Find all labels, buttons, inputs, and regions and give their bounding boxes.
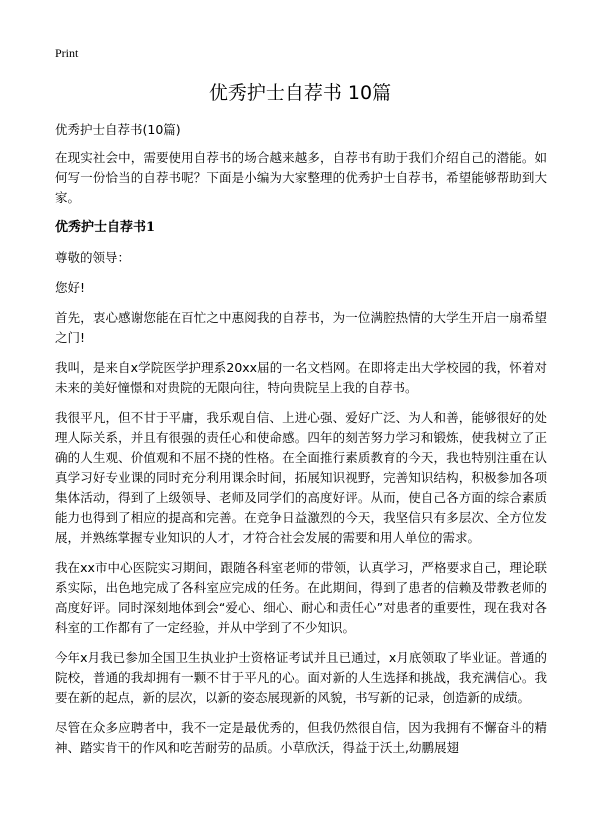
- body-paragraph: 我叫，是来自x学院医学护理系20xx届的一名文档网。在即将走出大学校园的我，怀着对未来的美好憧憬和对贵院的无限向往，特向贵院呈上我的自荐书。: [55, 360, 547, 395]
- body-paragraph: 今年x月我已参加全国卫生执业护士资格证考试并且已通过，x月底领取了毕业证。普通的院校，普通的我却拥有一颗不甘于平凡的心。面对新的人生选择和挑战，我充满信心。我要在新的起点，新的层次，以新的姿态展现新的风貌，书写新的记录，创造新的成绩。: [55, 650, 547, 705]
- greeting: 您好!: [55, 280, 86, 295]
- body-paragraph: 首先，衷心感谢您能在百忙之中惠阅我的自荐书，为一位满腔热情的大学生开启一扇希望之门!: [55, 310, 547, 345]
- salutation: 尊敬的领导：: [55, 250, 131, 265]
- body-paragraph: 我在xx市中心医院实习期间，跟随各科室老师的带领，认真学习，严格要求自己，理论联系实际，出色地完成了各科室应完成的任务。在此期间，得到了患者的信赖及带教老师的高度好评。同时深刻地体到会“爱心、细心、耐心和责任心”对患者的重要性，现在我对各科室的工作都有了一定经验，并从中学到了不少知识。: [55, 560, 547, 635]
- article-subtitle: 优秀护士自荐书(10篇): [55, 122, 181, 137]
- article-body: [55, 120, 547, 768]
- body-paragraph: 我很平凡，但不甘于平庸，我乐观自信、上进心强、爱好广泛、为人和善，能够很好的处理人际关系，并且有很强的责任心和使命感。四年的刻苦努力学习和锻炼，使我树立了正确的人生观、价值观和不屈不挠的性格。在全面推行素质教育的今天，我也特别注重在认真学习好专业课的同时充分利用课余时间，拓展知识视野，完善知识结构，积极参加各项集体活动，得到了上级领导、老师及同学们的高度好评。从而，使自己各方面的综合素质能力也得到了相应的提高和完善。在竞争日益激烈的今天，我坚信只有多层次、全方位发展，并熟练掌握专业知识的人才，才符合社会发展的需要和用人单位的需求。: [55, 410, 547, 545]
- print-link[interactable]: Print: [55, 46, 79, 60]
- section-heading: 优秀护士自荐书1: [55, 220, 156, 235]
- page-title: 优秀护士自荐书 10篇: [208, 82, 392, 104]
- intro-paragraph: 在现实社会中，需要使用自荐书的场合越来越多，自荐书有助于我们介绍自己的潜能。如何写一份恰当的自荐书呢？下面是小编为大家整理的优秀护士自荐书，希望能够帮助到大家。: [55, 150, 547, 205]
- body-paragraph: 尽管在众多应聘者中，我不一定是最优秀的，但我仍然很自信，因为我拥有不懈奋斗的精神、踏实肯干的作风和吃苦耐劳的品质。小草欣沃，得益于沃土,幼鹏展翅: [55, 720, 547, 755]
